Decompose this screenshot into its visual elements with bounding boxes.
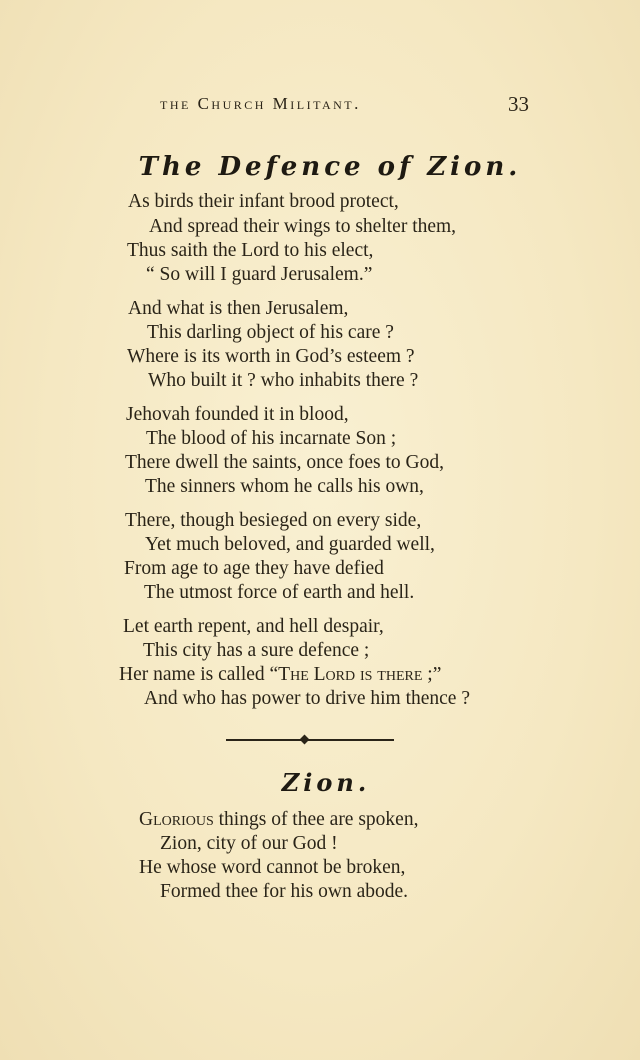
poem-line [119, 663, 441, 687]
poem-line: And spread their wings to shelter them, [149, 216, 457, 237]
poem-line-part: Her name is called “ [119, 664, 279, 685]
page-number: 33 [508, 92, 529, 116]
poem-title-zion: Zion. [281, 768, 371, 797]
glorious-smallcaps: Glorious [139, 809, 214, 830]
poem-line: There, though besieged on every side, [125, 510, 422, 531]
poem-line-part: things of thee are spoken, [213, 809, 419, 830]
poem-line-part: ;” [422, 664, 442, 685]
poem-line: Zion, city of our God ! [160, 833, 338, 854]
poem-line: There dwell the saints, once foes to God, [125, 452, 444, 473]
poem-line: Let earth repent, and hell despair, [123, 616, 384, 637]
poem-line: Where is its worth in God’s esteem ? [127, 346, 415, 367]
poem-line: He whose word cannot be broken, [139, 857, 406, 878]
poem-line: The sinners whom he calls his own, [145, 476, 424, 497]
poem-line [139, 808, 418, 832]
divider-ornament [300, 735, 310, 745]
poem-line: Who built it ? who inhabits there ? [148, 370, 419, 391]
poem-line: And what is then Jerusalem, [128, 298, 349, 319]
poem-line: Thus saith the Lord to his elect, [127, 240, 374, 261]
the-lord-is-there-smallcaps: The Lord is there [278, 664, 423, 685]
poem-line: “ So will I guard Jerusalem.” [146, 264, 373, 285]
poem-line: And who has power to drive him thence ? [144, 688, 470, 709]
running-head: the Church Militant. [160, 94, 361, 113]
poem-line: Formed thee for his own abode. [160, 881, 409, 902]
poem-line: Yet much beloved, and guarded well, [145, 534, 435, 555]
poem-line: As birds their infant brood protect, [128, 191, 399, 212]
poem-line: The blood of his incarnate Son ; [146, 428, 397, 449]
poem-line: This city has a sure defence ; [143, 640, 370, 661]
poem-line: From age to age they have defied [124, 558, 384, 579]
poem-line: Jehovah founded it in blood, [126, 404, 349, 425]
poem-line: This darling object of his care ? [147, 322, 394, 343]
section-divider [226, 739, 394, 741]
poem-line: The utmost force of earth and hell. [144, 582, 415, 603]
poem-title-defence-of-zion: The Defence of Zion. [138, 152, 522, 182]
